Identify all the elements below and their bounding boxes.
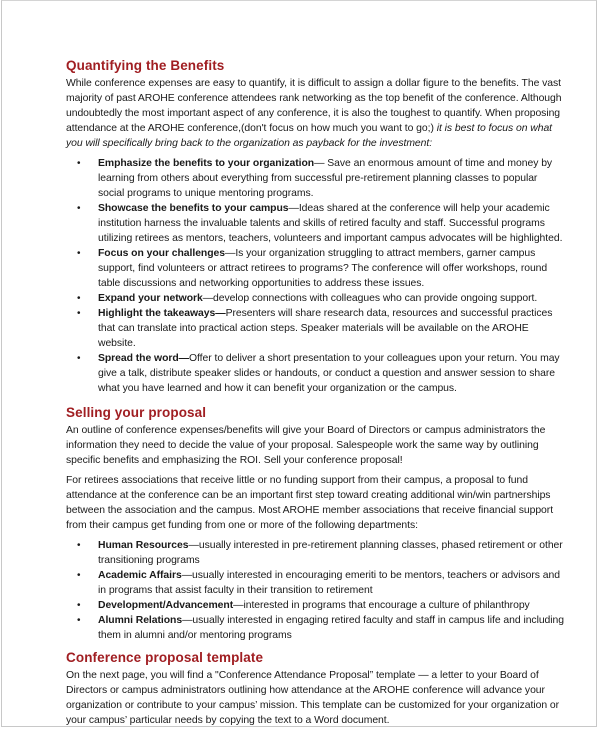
paragraph: For retirees associations that receive little or no funding support from their campus, a proposal to fund attendance at the conference can be an important first step toward creating additional win/win partnerships between the association and the campus. Most AROHE member associations that receive financial support from their campus get funding from one or more of the following departments: xyxy=(66,475,554,531)
intro-paragraph xyxy=(66,76,566,151)
bullet-icon: • xyxy=(77,540,81,551)
document-content xyxy=(66,57,566,728)
list-item-text: —develop connections with colleagues who can provide ongoing support. xyxy=(202,293,538,304)
list-item xyxy=(77,201,566,246)
list-item xyxy=(77,351,566,396)
paragraph: On the next page, you will find a "Conference Attendance Proposal” template — a letter to your Board of Directors or campus administrators outlining how attendance at the AROHE conference will advance your organization or contribute to your campus’ mission. This template can be customized for your organization or your campus’ particular needs by copying the text to a Word document. xyxy=(66,670,560,726)
bullet-icon: • xyxy=(77,308,81,319)
departments-list xyxy=(66,538,566,643)
paragraph: An outline of conference expenses/benefits will give your Board of Directors or campus administrators the information they need to decide the value of your proposal. Salespeople work the same way by outlining specific benefits and emphasizing the ROI. Sell your conference proposal! xyxy=(66,425,546,466)
list-item-title: Alumni Relations xyxy=(98,615,183,626)
list-item-title: Highlight the takeaways— xyxy=(98,308,226,319)
list-item xyxy=(77,291,566,306)
list-item-text: —Ideas shared at the conference will help your academic institution harness the invaluable talents and skills of retired faculty and staff. Successful programs utilizing retirees as mentors, teachers, volunteers and important campus advocates will be highlighted. xyxy=(98,203,563,244)
list-item xyxy=(77,306,566,351)
list-item xyxy=(77,568,566,598)
list-item-title: Development/Advancement xyxy=(98,600,234,611)
section-heading: Quantifying the Benefits xyxy=(66,58,225,73)
section-heading: Conference proposal template xyxy=(66,650,264,665)
list-item-text: —usually interested in engaging retired faculty and staff in campus life and including them in alumni and/or mentoring programs xyxy=(98,615,565,641)
list-item xyxy=(77,156,566,201)
section-heading: Selling your proposal xyxy=(66,405,207,420)
bullet-icon: • xyxy=(77,600,81,611)
list-item xyxy=(77,613,566,643)
list-item-title: Expand your network xyxy=(98,293,203,304)
bullet-icon: • xyxy=(77,293,81,304)
list-item xyxy=(77,246,566,291)
list-item-text: — Save an enormous amount of time and money by learning from others about everything from successful pre-retirement planning classes to popular social programs to unique mentoring programs. xyxy=(98,158,553,199)
bullet-icon: • xyxy=(77,570,81,581)
list-item-title: Focus on your challenges xyxy=(98,248,225,259)
list-item-title: Emphasize the benefits to your organization xyxy=(98,158,315,169)
list-item-text: —interested in programs that encourage a culture of philanthropy xyxy=(233,600,530,611)
bullet-icon: • xyxy=(77,615,81,626)
document-page xyxy=(1,0,597,727)
intro-plain-text: While conference expenses are easy to quantify, it is difficult to assign a dollar figure to the benefits. The vast majority of past AROHE conference attendees rank networking as the top benefit of the conference. Although undoubtedly the most important aspect of any conference, it is also the toughest to quantify. When proposing attendance at the AROHE conference,(don't focus on how much you want to go;) xyxy=(66,78,562,134)
list-item-text: —usually interested in encouraging emeriti to be mentors, teachers or advisors and in programs that assist faculty in their transition to retirement xyxy=(98,570,560,596)
bullet-icon: • xyxy=(77,248,81,259)
intro-italic-text: it is best to focus on what you will specifically bring back to the organization as payback for the investment: xyxy=(66,123,553,149)
list-item-text: Offer to deliver a short presentation to your colleagues upon your return. You may give a talk, distribute speaker slides or handouts, or conduct a question and answer session to share what you have learned and how it can benefit your organization or the campus. xyxy=(98,353,560,394)
bullet-icon: • xyxy=(77,203,81,214)
bullet-icon: • xyxy=(77,353,81,364)
list-item xyxy=(77,598,566,613)
list-item-title: Spread the word— xyxy=(98,353,189,364)
benefits-list xyxy=(66,156,566,396)
list-item-text: —Is your organization struggling to attract members, garner campus support, find volunteers or attract retirees to programs? The conference will offer workshops, round table discussions and networking opportunities to address these issues. xyxy=(98,248,548,289)
section-quantifying-benefits xyxy=(66,57,566,396)
list-item-title: Human Resources xyxy=(98,540,189,551)
section-selling-proposal xyxy=(66,404,566,643)
section-proposal-template xyxy=(66,649,566,728)
list-item-text: —usually interested in pre-retirement planning classes, phased retirement or other transitioning programs xyxy=(98,540,563,566)
list-item-text: Presenters will share research data, resources and successful practices that can translate into practical action steps. Speaker materials will be available on the AROHE website. xyxy=(98,308,553,349)
list-item-title: Academic Affairs xyxy=(98,570,182,581)
bullet-icon: • xyxy=(77,158,81,169)
list-item xyxy=(77,538,566,568)
list-item-title: Showcase the benefits to your campus xyxy=(98,203,289,214)
